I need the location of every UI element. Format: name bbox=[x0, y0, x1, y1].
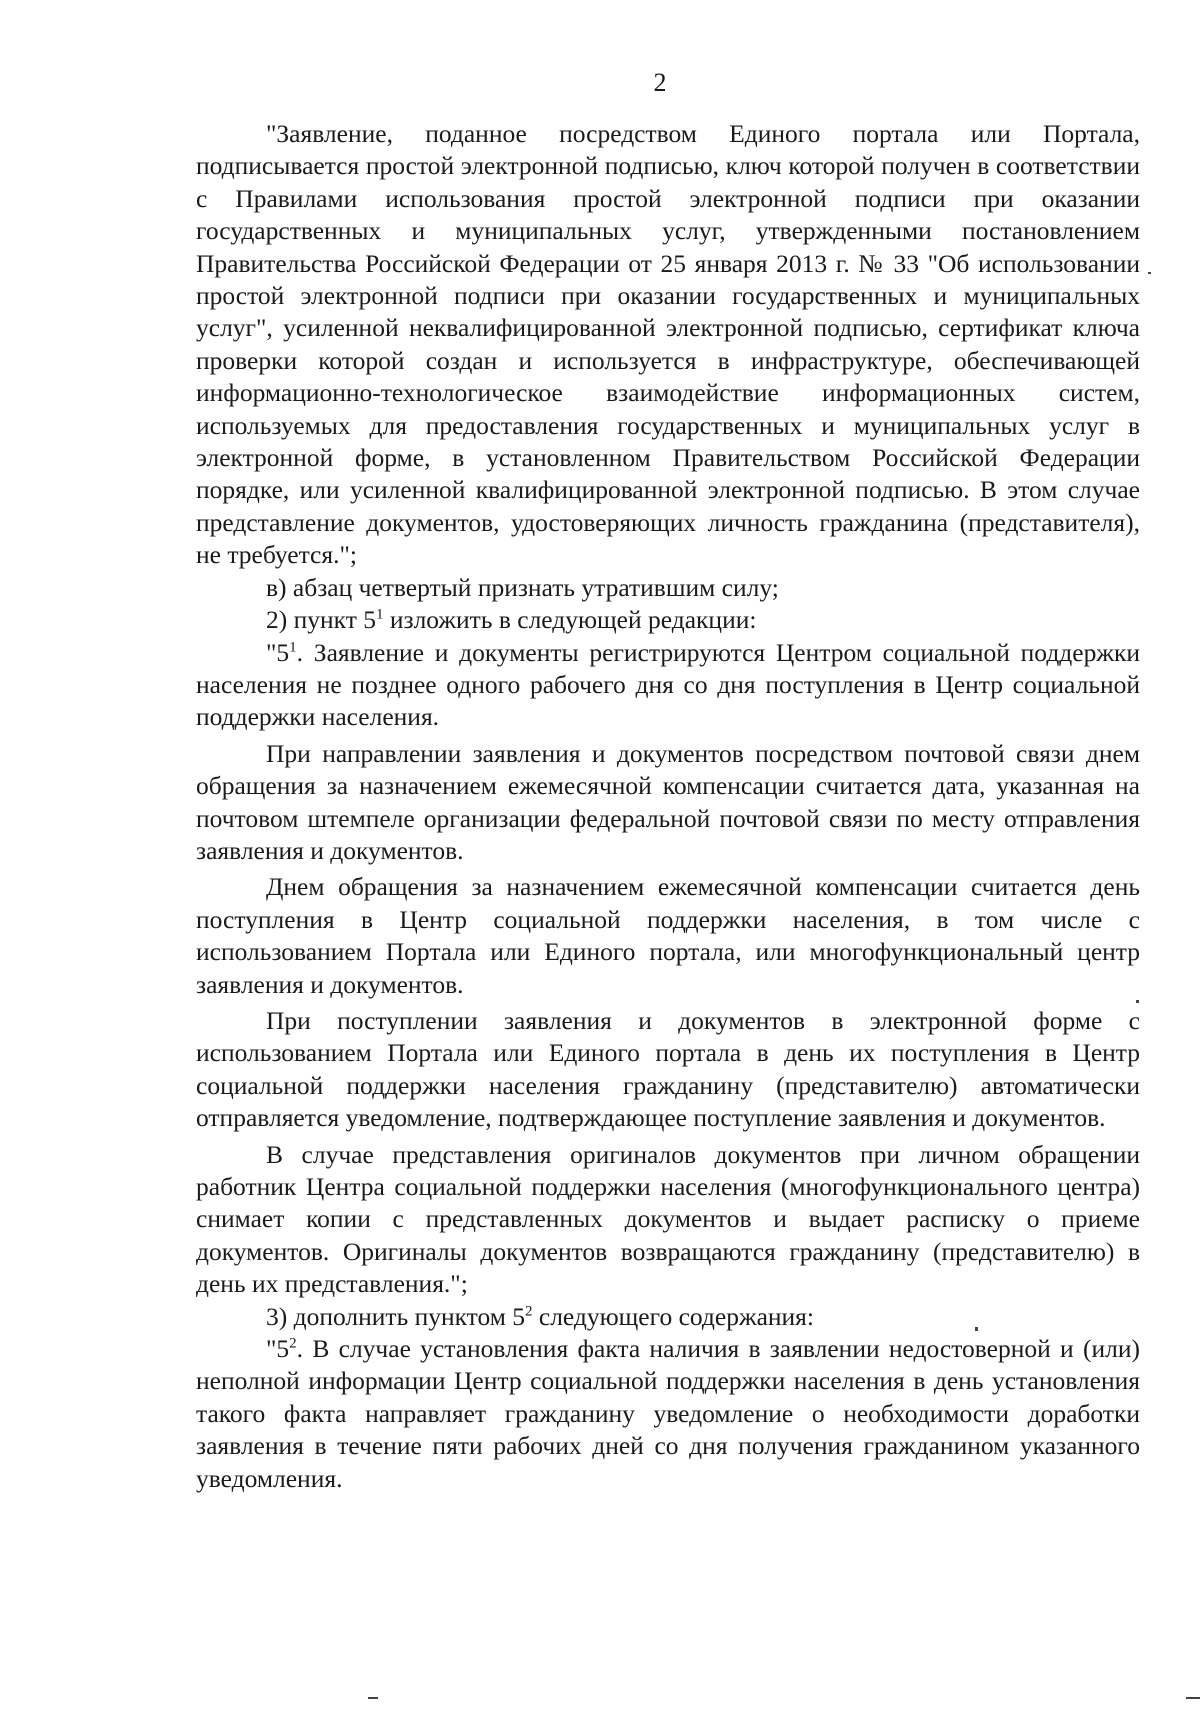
paragraph-item-3 bbox=[196, 1301, 1140, 1333]
item-2-text-before: 2) пункт 5 bbox=[266, 605, 376, 635]
paragraph-item-v: в) абзац четвертый признать утратившим силу; bbox=[266, 572, 779, 602]
paragraph-statement-signing: "Заявление, поданное посредством Единого портала или Портала, подписывается простой электронной подписью, ключ которой получен в соответствии с Правилами использования простой электронной подписи при оказании государственных и муниципальных услуг, утвержденными постановлением Правительства Российской Федерации от 25 января 2013 г. № 33 "Об использовании простой электронной подписи при оказании государственных и муниципальных услуг", усиленной неквалифицированной электронной подписью, сертификат ключа проверки которой создан и используется в инфраструктуре, обеспечивающей информационно-технологическое взаимодействие информационных систем, используемых для предоставления государственных и муниципальных услуг в электронной форме, в установленном Правительством Российской Федерации порядке, или усиленной квалифицированной электронной подписью. В этом случае представление документов, удостоверяющих личность гражданина (представителя), не требуется."; bbox=[196, 119, 1140, 570]
page-number: 2 bbox=[653, 68, 667, 97]
item-3-text-after: следующего содержания: bbox=[532, 1301, 814, 1331]
scan-artifact-line bbox=[368, 1697, 378, 1699]
scan-artifact-dot bbox=[975, 1327, 978, 1331]
point-5-1-superscript: 1 bbox=[289, 639, 297, 655]
scan-artifact-line bbox=[1186, 1697, 1200, 1699]
point-5-2-superscript: 2 bbox=[289, 1335, 297, 1352]
paragraph-electronic-notification: При поступлении заявления и документов в электронной форме с использованием Портала или Единого портала в день их поступления в Центр социальной поддержки населения гражданину (представителю) автоматически отправляется уведомление, подтверждающее поступление заявления и документов. bbox=[196, 1005, 1140, 1133]
paragraph-postal-submission: При направлении заявления и документов посредством почтовой связи днем обращения за назначением ежемесячной компенсации считается дата, указанная на почтовом штемпеле организации федеральной почтовой связи по месту отправления заявления и документов. bbox=[196, 738, 1140, 865]
paragraph-date-of-application: Днем обращения за назначением ежемесячной компенсации считается день поступления в Центр социальной поддержки населения, в том числе с использованием Портала или Единого портала, или многофункциональный центр заявления и документов. bbox=[196, 872, 1140, 999]
item-2-text-after: изложить в следующей редакции: bbox=[383, 605, 757, 635]
paragraph-original-documents: В случае представления оригиналов документов при личном обращении работник Центра социальной поддержки населения (многофункционального центра) снимает копии с представленных документов и выдает расписку о приеме документов. Оригиналы документов возвращаются гражданину (представителю) в день их представления."; bbox=[196, 1139, 1140, 1299]
point-5-2-text-before: "5 bbox=[266, 1334, 290, 1364]
scan-artifact-dot bbox=[1148, 272, 1151, 274]
point-5-2-text-after: . В случае установления факта наличия в заявлении недостоверной и (или) неполной информации Центр социальной поддержки населения в день установления такого факта направляет гражданину уведомление о необходимости доработки заявления в течение пяти рабочих дней со дня получения гражданином указанного уведомления. bbox=[196, 1334, 1140, 1493]
item-2-superscript: 1 bbox=[375, 606, 384, 623]
point-5-1-text-after: . Заявление и документы регистрируются Центром социальной поддержки населения не позднее одного рабочего дня со дня поступления в Центр социальной поддержки населения. bbox=[196, 637, 1140, 732]
paragraph-item-2 bbox=[196, 604, 1140, 636]
document-body bbox=[196, 118, 1140, 1495]
scan-artifact-dot bbox=[1136, 1000, 1139, 1003]
item-3-text-before: 3) дополнить пунктом 5 bbox=[266, 1301, 525, 1331]
item-3-superscript: 2 bbox=[525, 1303, 533, 1320]
paragraph-point-5-2 bbox=[196, 1333, 1140, 1495]
point-5-1-text-before: "5 bbox=[266, 637, 290, 667]
paragraph-point-5-1 bbox=[196, 637, 1140, 734]
